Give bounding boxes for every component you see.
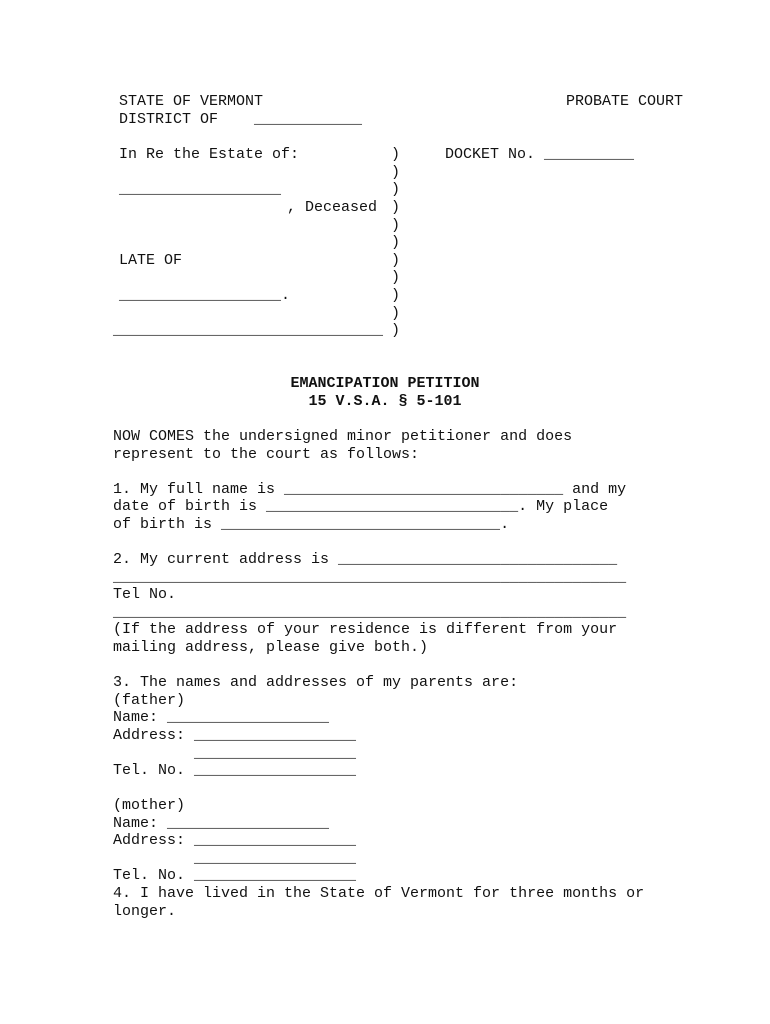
mother-address: Address: __________________ (113, 832, 357, 849)
item2-line: mailing address, please give both.) (113, 639, 429, 656)
mother-tel: Tel. No. __________________ (113, 867, 357, 884)
late-of-blank: __________________. (119, 287, 291, 304)
caption-paren: ) (391, 164, 401, 181)
item2-line: (If the address of your residence is different from your (113, 621, 618, 638)
caption-paren: ) (391, 322, 401, 339)
decedent-name-blank: __________________ (119, 181, 282, 198)
item4-line: longer. (113, 903, 177, 920)
district-line: DISTRICT OF ____________ (119, 111, 363, 128)
mother-label: (mother) (113, 797, 186, 814)
item3-line: 3. The names and addresses of my parents are: (113, 674, 519, 691)
father-address-2: __________________ (113, 745, 357, 762)
father-name: Name: __________________ (113, 709, 330, 726)
deceased-label: , Deceased (287, 199, 378, 216)
caption-paren: ) (391, 287, 401, 304)
caption-paren: ) (391, 146, 401, 163)
statute-citation: 15 V.S.A. § 5-101 (308, 393, 462, 410)
father-tel: Tel. No. __________________ (113, 762, 357, 779)
caption-paren: ) (391, 252, 401, 269)
item1-line: date of birth is ____________________________. My place (113, 498, 609, 515)
in-re-label: In Re the Estate of: (119, 146, 300, 163)
caption-paren: ) (391, 305, 401, 322)
item2-line: Tel No. (113, 586, 177, 603)
intro-line: NOW COMES the undersigned minor petitioner and does (113, 428, 573, 445)
father-address: Address: __________________ (113, 727, 357, 744)
item2-line: _________________________________________________________ (113, 569, 627, 586)
caption-paren: ) (391, 217, 401, 234)
caption-paren: ) (391, 269, 401, 286)
caption-paren: ) (391, 181, 401, 198)
state-heading: STATE OF VERMONT (119, 93, 264, 110)
item2-line: 2. My current address is _______________________________ (113, 551, 618, 568)
father-label: (father) (113, 692, 186, 709)
caption-bottom-blank: ______________________________ (113, 322, 384, 339)
item1-line: 1. My full name is _______________________________ and my (113, 481, 627, 498)
document-title: EMANCIPATION PETITION (290, 375, 480, 392)
court-heading: PROBATE COURT (566, 93, 684, 110)
docket-number: DOCKET No. __________ (445, 146, 635, 163)
item4-line: 4. I have lived in the State of Vermont for three months or (113, 885, 645, 902)
mother-address-2: __________________ (113, 850, 357, 867)
caption-paren: ) (391, 234, 401, 251)
item2-line: _________________________________________________________ (113, 604, 627, 621)
caption-paren: ) (391, 199, 401, 216)
late-of-label: LATE OF (119, 252, 183, 269)
item1-line: of birth is _______________________________. (113, 516, 510, 533)
intro-line: represent to the court as follows: (113, 446, 420, 463)
mother-name: Name: __________________ (113, 815, 330, 832)
